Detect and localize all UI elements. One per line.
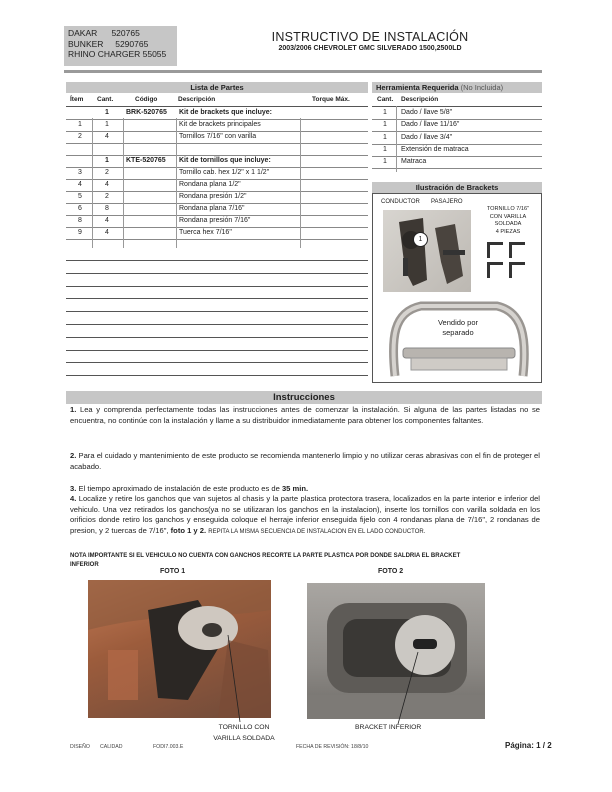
parts-cell-item: 4 xyxy=(78,181,82,188)
parts-cell-desc: Rondana plana 7/16" xyxy=(179,205,245,212)
parts-cell-cant: 1 xyxy=(105,157,109,164)
parts-cell-cant: 2 xyxy=(105,169,109,176)
parts-cell-cant: 4 xyxy=(105,133,109,140)
row-rule xyxy=(66,143,368,144)
caption-line: VARILLA SOLDADA xyxy=(213,735,275,742)
parts-cell-item: 1 xyxy=(78,121,82,128)
bolt-icons xyxy=(485,240,529,282)
parts-cell-cant: 1 xyxy=(105,109,109,116)
model-line: DAKAR 520765 xyxy=(68,28,140,38)
parts-cell-item: 8 xyxy=(78,217,82,224)
footer-quality: CALIDAD xyxy=(100,744,123,750)
col-torque: Torque Máx. xyxy=(312,96,350,103)
photo-1-drawing xyxy=(88,580,271,718)
model-line: BUNKER 5290765 xyxy=(68,38,149,49)
tools-heading xyxy=(372,82,542,93)
step-text: Localize y retire los ganchos que van sujetos al chasis y la parte plastica protectora trasera, localizados en la parte interior e inferior del vehiculo. Una vez retirados los ganchos(ya no se utilizaran los ganchos en la instalacion), inserte los tornillos con varilla soldada en los orificios donde retiro los ganchos y enseguida coloque el herraje inferior enseguida fijelo con 4 rondanas plana de 7/16", 2 rondanas de presion, y 2 tuercas de 7/16", xyxy=(70,494,540,535)
sold-line: Vendido por xyxy=(437,318,479,327)
tools-col-cant: Cant. xyxy=(377,96,394,103)
document-subtitle: 2003/2006 CHEVROLET GMC SILVERADO 1500,2500LD xyxy=(278,45,462,52)
model-box xyxy=(64,26,177,66)
marker-1: 1 xyxy=(413,232,428,247)
step-number: 2. xyxy=(70,451,77,460)
parts-cell-desc: Kit de brackets principales xyxy=(179,121,261,128)
bullbar-drawing xyxy=(381,298,535,380)
bolt-label xyxy=(476,206,540,236)
col-code: Código xyxy=(135,96,158,103)
parts-cell-desc: Tuerca hex 7/16" xyxy=(179,229,232,236)
row-rule xyxy=(66,239,368,240)
blank-rule xyxy=(66,324,368,325)
step-number: 3. xyxy=(70,484,77,493)
photo-2-drawing xyxy=(307,583,485,719)
row-rule xyxy=(372,168,542,169)
col-divider xyxy=(396,106,397,172)
tools-cell-cant: 1 xyxy=(383,121,387,128)
header-divider xyxy=(64,70,542,73)
parts-cell-cant: 4 xyxy=(105,229,109,236)
col-desc: Descripción xyxy=(178,96,216,103)
document-title: INSTRUCTIVO DE INSTALACIÓN xyxy=(271,30,469,44)
parts-cell-code: BRK-520765 xyxy=(126,109,167,116)
photo-reference: foto 1 y 2. xyxy=(170,525,207,535)
instruction-2 xyxy=(70,451,540,472)
tools-heading-text: Herramienta Requerida xyxy=(376,83,459,92)
blank-rule xyxy=(66,375,368,376)
parts-cell-desc: Tornillos 7/16" con varilla xyxy=(179,133,257,140)
step-number: 1. xyxy=(70,405,77,414)
repeat-note: REPITA LA MISMA SECUENCIA DE INSTALACION EN EL LADO CONDUCTOR. xyxy=(208,528,426,535)
caption-line: TORNILLO CON xyxy=(218,724,270,731)
blank-rule xyxy=(66,350,368,351)
blank-rule xyxy=(66,286,368,287)
step-text: Para el cuidado y mantenimiento de este producto se recomienda mantenerlo limpio y no utilizar ceras abrasivas con el fin de proteger el acabado. xyxy=(70,451,540,471)
sold-separately xyxy=(428,318,488,338)
brackets-heading: Ilustración de Brackets xyxy=(372,182,542,193)
tools-cell-desc: Dado / llave 3/4" xyxy=(401,134,453,141)
blank-rule xyxy=(66,337,368,338)
photo-1-title: FOTO 1 xyxy=(160,568,186,575)
step-text: El tiempo aproximado de instalación de este producto es de xyxy=(78,484,280,493)
tools-cell-desc: Extensión de matraca xyxy=(401,146,469,153)
parts-cell-cant: 8 xyxy=(105,205,109,212)
step-text: Lea y comprenda perfectamente todas las instrucciones antes de comenzar la instalación. Si alguna de las partes listadas no se encuentra, no continúe con la instalación y llame a su distribuidor inmediatamente para obtener los componentes faltantes. xyxy=(70,405,540,425)
blank-rule xyxy=(66,362,368,363)
note-line: INFERIOR xyxy=(70,562,99,568)
col-divider xyxy=(123,118,124,248)
instructions-heading: Instrucciones xyxy=(66,391,542,404)
tools-col-desc: Descripción xyxy=(401,96,439,103)
col-cant: Cant. xyxy=(97,96,114,103)
conductor-label: CONDUCTOR xyxy=(381,199,420,205)
tools-heading-note: (No Incluida) xyxy=(460,83,504,92)
blank-rule xyxy=(66,298,368,299)
page-number: Página: 1 / 2 xyxy=(505,741,552,750)
parts-cell-item: 2 xyxy=(78,133,82,140)
brackets-illustration xyxy=(372,193,542,383)
col-divider xyxy=(176,118,177,248)
tools-cell-cant: 1 xyxy=(383,109,387,116)
pasajero-label: PASAJERO xyxy=(431,199,463,205)
parts-cell-cant: 2 xyxy=(105,193,109,200)
photo-2-caption: BRACKET INFERIOR xyxy=(355,724,422,731)
tools-cell-desc: Dado / llave 5/8" xyxy=(401,109,453,116)
photo-2-title: FOTO 2 xyxy=(378,568,404,575)
parts-cell-item: 5 xyxy=(78,193,82,200)
parts-heading: Lista de Partes xyxy=(66,82,368,93)
photo-2 xyxy=(307,583,485,719)
col-divider xyxy=(300,118,301,248)
footer-design: DISEÑO xyxy=(70,744,90,750)
col-item: Ítem xyxy=(70,96,84,103)
bolt-label-line: TORNILLO 7/16" xyxy=(486,206,530,212)
parts-cell-cant: 4 xyxy=(105,217,109,224)
tools-cell-desc: Matraca xyxy=(401,158,427,165)
row-rule xyxy=(372,156,542,157)
parts-cell-desc: Rondana presión 7/16" xyxy=(179,217,251,224)
parts-cell-code: KTE-520765 xyxy=(126,157,166,164)
blank-rule xyxy=(66,273,368,274)
blank-rule xyxy=(66,311,368,312)
rule xyxy=(372,106,542,107)
parts-cell-desc: Rondana presión 1/2" xyxy=(179,193,247,200)
parts-cell-desc: Tornillo cab. hex 1/2" x 1 1/2" xyxy=(179,169,270,176)
bolt-label-line: CON VARILLA xyxy=(489,213,527,220)
bolt-label-line: SOLDADA xyxy=(494,221,522,227)
parts-cell-desc: Rondana plana 1/2" xyxy=(179,181,241,188)
tools-cell-desc: Dado / llave 11/16" xyxy=(401,121,460,128)
sold-line: separado xyxy=(442,328,474,337)
footer-form-code: FODI7.003.E xyxy=(153,744,184,750)
brackets-photo xyxy=(383,210,471,292)
instruction-4 xyxy=(70,494,540,537)
footer-revision-date: FECHA DE REVISIÓN: 18/8/10 xyxy=(296,744,369,750)
photo-1-caption xyxy=(204,722,284,744)
tools-cell-cant: 1 xyxy=(383,134,387,141)
install-time: 35 min. xyxy=(281,484,309,493)
parts-cell-item: 3 xyxy=(78,169,82,176)
note-line: NOTA IMPORTANTE SI EL VEHICULO NO CUENTA CON GANCHOS RECORTE LA PARTE PLASTICA POR DONDE SALDRIA EL BRACKET xyxy=(70,553,461,559)
important-note xyxy=(70,552,540,568)
instruction-1 xyxy=(70,405,540,426)
bolt-label-line: 4 PIEZAS xyxy=(495,228,521,235)
tools-cell-cant: 1 xyxy=(383,146,387,153)
instruction-3 xyxy=(70,484,540,495)
parts-cell-item: 6 xyxy=(78,205,82,212)
brackets-drawing xyxy=(383,210,471,292)
parts-cell-desc: Kit de brackets que incluye: xyxy=(179,109,272,116)
photo-1 xyxy=(88,580,271,718)
step-number: 4. xyxy=(70,494,77,503)
row-rule xyxy=(372,131,542,132)
parts-cell-cant: 1 xyxy=(105,121,109,128)
col-divider xyxy=(92,118,93,248)
parts-cell-cant: 4 xyxy=(105,181,109,188)
blank-rule xyxy=(66,260,368,261)
tools-cell-cant: 1 xyxy=(383,158,387,165)
model-line: RHINO CHARGER 55055 xyxy=(68,49,167,59)
parts-cell-desc: Kit de tornillos que incluye: xyxy=(179,157,271,164)
parts-cell-item: 9 xyxy=(78,229,82,236)
